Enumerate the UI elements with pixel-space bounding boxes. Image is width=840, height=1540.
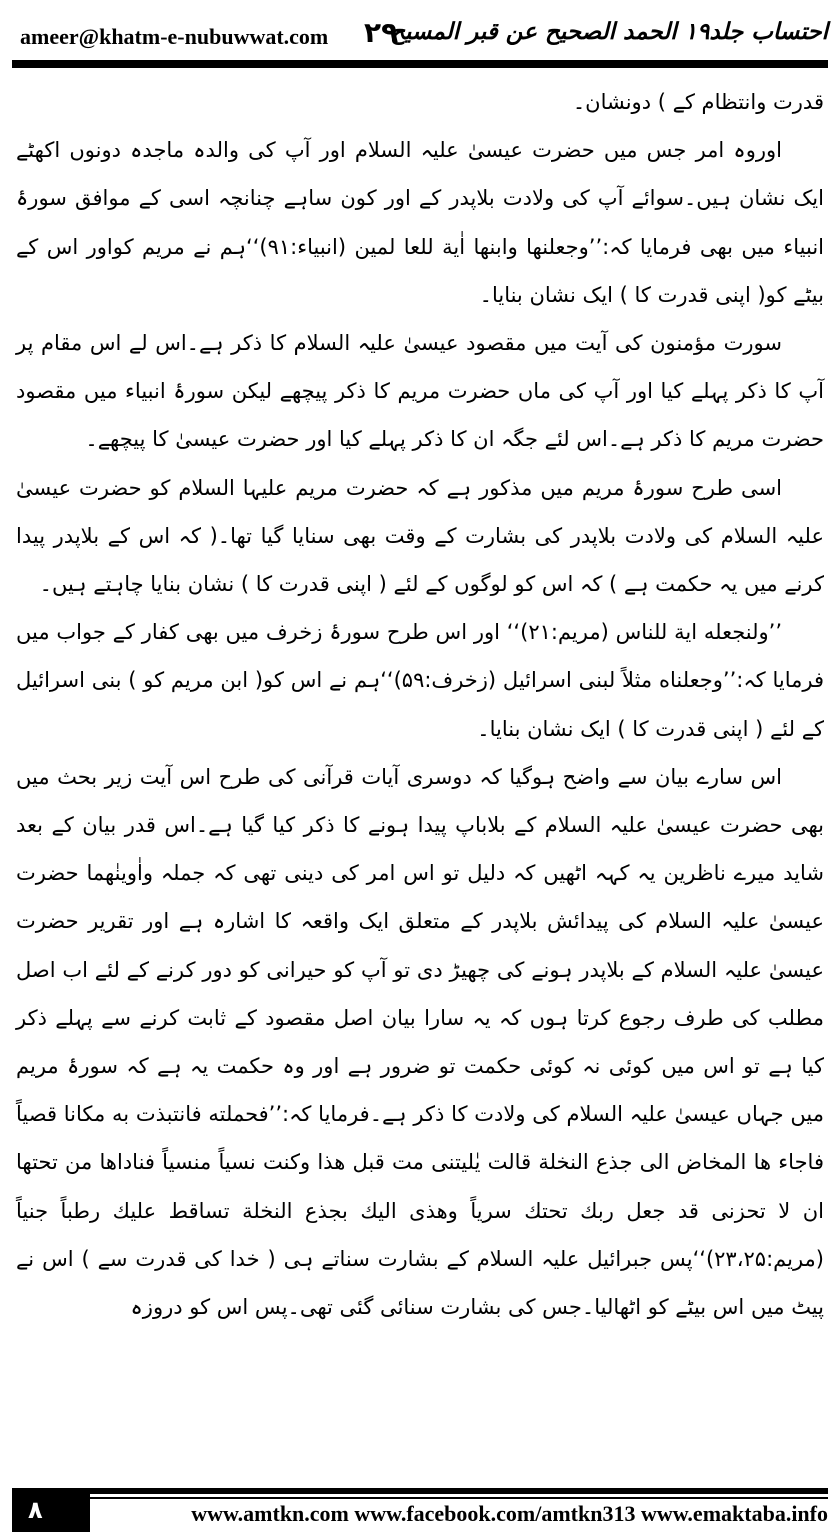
footer-rule-thin — [90, 1497, 828, 1499]
book-title: احتساب جلد۱۹ الحمد الصحیح عن قبر المسیح — [390, 18, 828, 45]
page-header — [12, 14, 828, 48]
page-footer — [12, 1488, 828, 1532]
footer-rule-thick — [90, 1488, 828, 1494]
paragraph-5: ’’ولنجعله اية للناس (مريم:۲۱)‘‘ اور اس طرح سورۂ زخرف میں بھی کفار کے جواب میں فرمایا کہ:’’وجعلناه مثلاً لبنی اسرائيل (زخرف:۵۹)‘‘ہم نے اس کو( ابن مریم کو ) بنی اسرائیل کے لئے ( اپنی قدرت کا ) ایک نشان بنایا۔ — [16, 620, 824, 741]
page-number: ۲۹ — [364, 16, 399, 49]
header-email: ameer@khatm-e-nubuwwat.com — [20, 24, 329, 49]
paragraph-1: قدرت وانتظام کے ) دونشان۔ — [572, 90, 824, 114]
paragraph-6: اس سارے بیان سے واضح ہوگیا کہ دوسری آیات قرآنی کی طرح اس آیت زیر بحث میں بھی حضرت عیسیٰ علیہ السلام کے بلاباپ پیدا ہونے کا ذکر کیا گیا ہے۔اس قدر بیان کے بعد شاید میرے ناظرین یہ کہہ اٹھیں کہ دلیل تو اس امر کی دینی تھی کہ جملہ واٰوینٰهما حضرت عیسیٰ علیہ السلام کی پیدائش بلاپدر کے متعلق ایک واقعہ کا اشارہ ہے اور تقریر حضرت عیسیٰ علیہ السلام کے بلاپدر ہونے کی چھیڑ دی تو آپ کو حیرانی کو دور کرنے کے لئے اب اصل مطلب کی طرف رجوع کرتا ہوں کہ یہ سارا بیان اصل مقصود کے ثابت کرنے سے پہلے ذکر کیا ہے تو اس میں کوئی نہ کوئی حکمت تو ضرور ہے اور وہ حکمت یہ ہے کہ سورۂ مریم میں جہاں عیسیٰ علیہ السلام کی ولادت کا ذکر ہے۔فرمایا کہ:’’فحملته فانتبذت به مكانا قصياً فاجاء ها المخاض الى جذع النخلة قالت يٰليتنى مت قبل هذا وكنت نسياً منسياً فناداها من تحتها ان لا تحزنى قد جعل ربك تحتك سرياً وهذى اليك بجذع النخلة تساقط عليك رطباً جنياً (مريم:۲۳،۲۵)‘‘پس جبرائیل علیہ السلام کے بشارت سناتے ہی ( خدا کی قدرت سے ) اس نے پیٹ میں اس بیٹے کو اٹھالیا۔جس کی بشارت سنائی گئی تھی۔پس اس کو دروزہ — [16, 764, 824, 1320]
page-body — [16, 78, 824, 1331]
paragraph-2: اوروہ امر جس میں حضرت عیسیٰ علیہ السلام اور آپ کی والدہ ماجدہ دونوں اکھٹے ایک نشان ہیں۔سوائے آپ کی ولادت بلاپدر کے اور کون ساہے چنانچہ اسی کے موافق سورۂ انبیاء میں بھی فرمایا کہ:’’وجعلنها وابنها اٰية للعا لمين (انبياء:۹۱)‘‘ہم نے مریم کواور اس کے بیٹے کو( اپنی قدرت کا ) ایک نشان بنایا۔ — [16, 138, 824, 307]
paragraph-4: اسی طرح سورۂ مریم میں مذکور ہے کہ حضرت مریم علیہا السلام کو حضرت عیسیٰ علیہ السلام کی ولادت بلاپدر کی بشارت کے وقت بھی سنایا گیا تھا۔( کہ اس کے بلاپدر پیدا کرنے میں یہ حکمت ہے ) کہ اس کو لوگوں کے لئے ( اپنی قدرت کا ) نشان بنایا چاہتے ہیں۔ — [16, 475, 824, 597]
footer-links[interactable]: www.amtkn.com www.facebook.com/amtkn313 www.emaktaba.info — [191, 1501, 828, 1526]
paragraph-3: سورت مؤمنون کی آیت میں مقصود عیسیٰ علیہ السلام کا ذکر ہے۔اس لے اس مقام پر آپ کا ذکر پہلے کیا اور آپ کی ماں حضرت مریم کا ذکر پیچھے لیکن سورۂ انبیاء میں مقصود حضرت مریم کا ذکر ہے۔اس لئے جگہ ان کا ذکر پہلے کیا اور حضرت عیسیٰ کا پیچھے۔ — [16, 331, 824, 452]
header-rule — [12, 60, 828, 68]
footer-page-marker: ۸ — [12, 1488, 90, 1532]
